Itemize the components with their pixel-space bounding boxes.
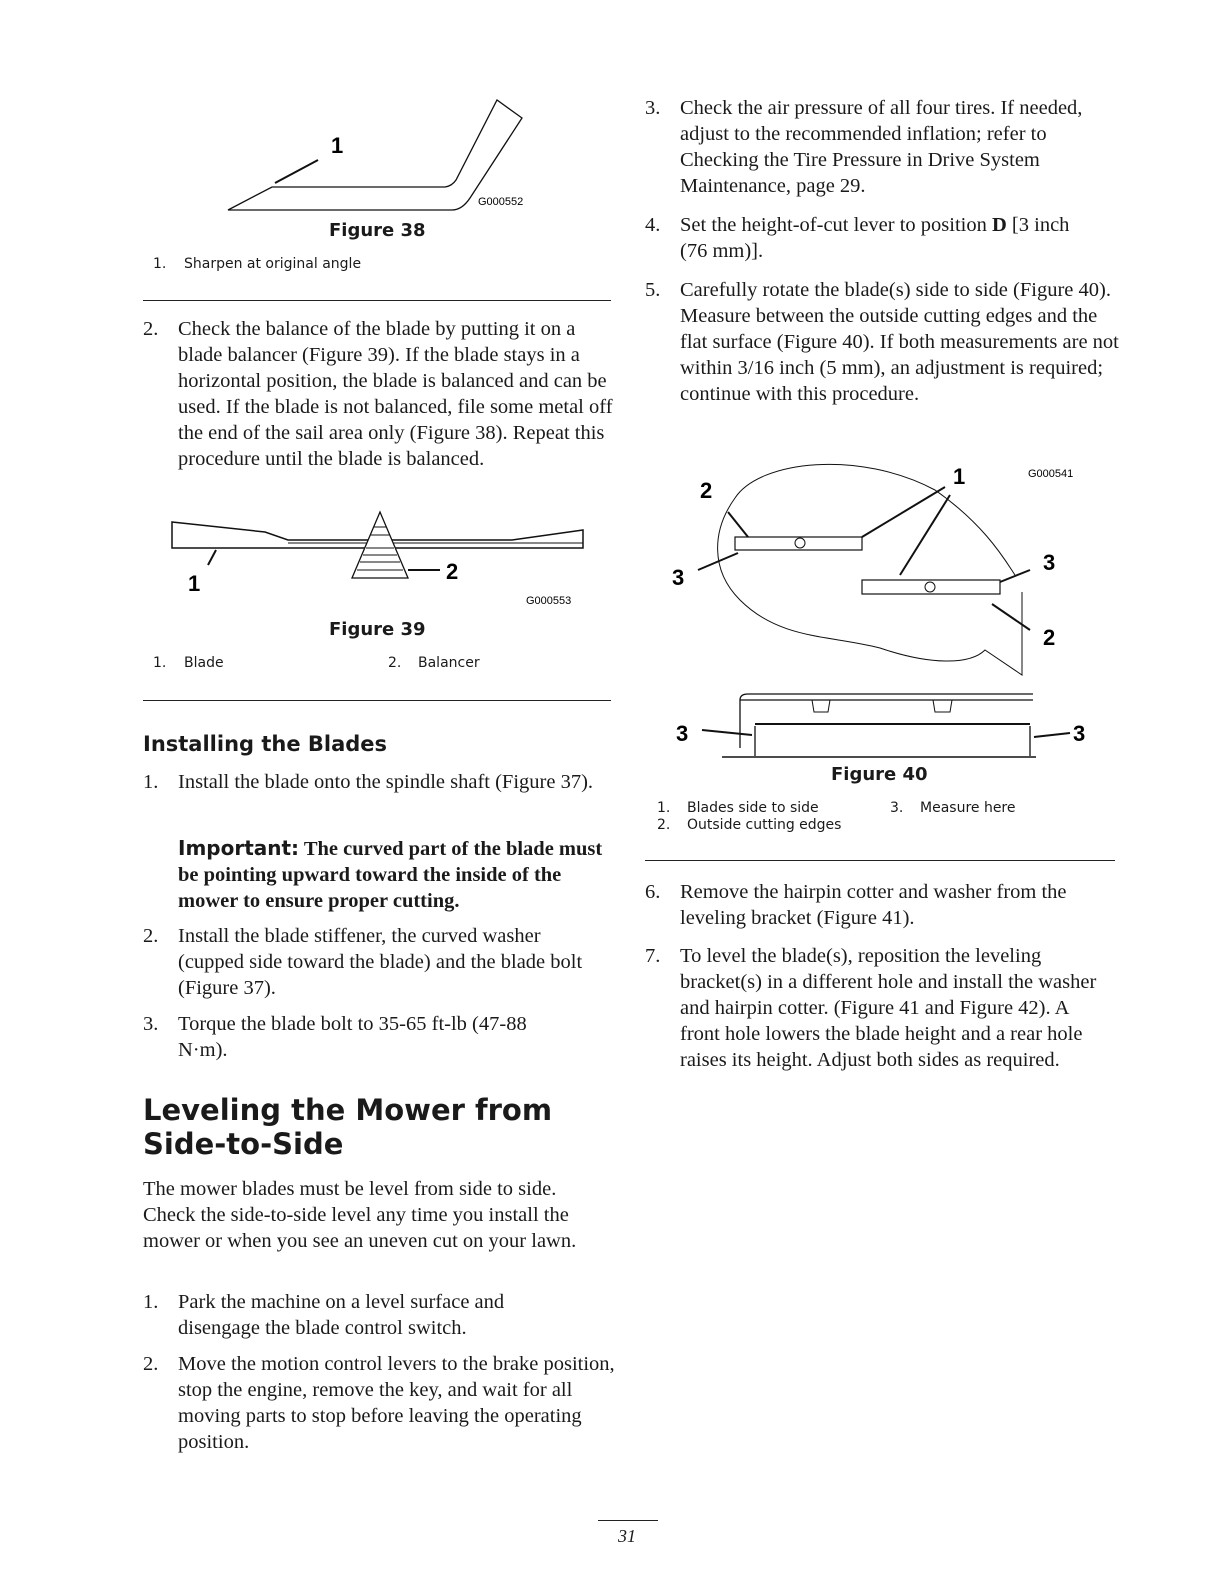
important-label: Important: — [178, 836, 300, 860]
fig39-callout-blade: 1 — [188, 571, 201, 596]
important-note — [178, 835, 618, 914]
section-heading-leveling: Leveling the Mower from Side-to-Side — [143, 1093, 553, 1161]
leveling-intro: The mower blades must be level from side to side. Check the side-to-side level any time you install the mower or when you see an uneven cut on your lawn. — [143, 1178, 577, 1252]
divider — [143, 700, 611, 701]
step-text: Install the blade stiffener, the curved washer (cupped side toward the blade) and the blade bolt (Figure 37). — [178, 925, 583, 999]
step-text: Carefully rotate the blade(s) side to side (Figure 40). Measure between the outside cutting edges and the flat surface (Figure 40). If both measurements are not within 3/16 inch (5 mm), an adjustment is required; continue with this procedure. — [680, 279, 1119, 405]
fig38-code: G000552 — [478, 196, 524, 208]
step-text: Remove the hairpin cotter and washer from the leveling bracket (Figure 41). — [680, 881, 1067, 929]
fig40-callout: 3 — [1043, 550, 1056, 575]
step-number: 3. — [645, 97, 661, 119]
step-number: 2. — [143, 1353, 159, 1375]
fig40-legend-num: 2. — [657, 817, 671, 833]
fig40-callout: 2 — [700, 478, 713, 503]
step-number: 2. — [143, 925, 159, 947]
fig39-legend-num: 2. — [388, 655, 402, 671]
fig40-callout: 3 — [676, 721, 689, 746]
fig39-callout-balancer: 2 — [446, 559, 459, 584]
step-number: 1. — [143, 771, 159, 793]
step-text: Torque the blade bolt to 35-65 ft-lb (47-88 N·m). — [178, 1013, 527, 1061]
step-text: To level the blade(s), reposition the leveling bracket(s) in a different hole and install the washer and hairpin cotter. (Figure 41 and Figure 42). A front hole lowers the blade height and a rear hole raises its height. Adjust both sides as required. — [680, 945, 1097, 1071]
fig40-callout: 1 — [953, 464, 966, 489]
fig40-callout: 3 — [672, 565, 685, 590]
figure-39-caption: Figure 39 — [329, 619, 426, 640]
fig40-legend-text: Outside cutting edges — [687, 817, 842, 833]
step-text — [680, 212, 1075, 264]
divider — [645, 860, 1115, 861]
fig40-code: G000541 — [1028, 468, 1074, 480]
fig40-legend-text: Measure here — [920, 800, 1016, 816]
divider — [143, 300, 611, 301]
fig40-callout: 2 — [1043, 625, 1056, 650]
fig40-legend-text: Blades side to side — [687, 800, 819, 816]
step-number: 3. — [143, 1013, 159, 1035]
step-text: Check the balance of the blade by putting it on a blade balancer (Figure 39). If the blade stays in a horizontal position, the blade is balanced and can be used. If the blade is not balanced, file some metal off the end of the sail area only (Figure 38). Repeat this procedure until the blade is balanced. — [178, 318, 613, 470]
fig40-legend-num: 3. — [890, 800, 904, 816]
step-text-part: Set the height-of-cut lever to position — [680, 214, 992, 236]
step-number: 6. — [645, 881, 661, 903]
fig38-legend-text: Sharpen at original angle — [184, 256, 362, 272]
fig38-callout: 1 — [331, 133, 344, 158]
fig40-legend-num: 1. — [657, 800, 671, 816]
fig39-legend-text: Balancer — [418, 655, 480, 671]
footer-rule — [598, 1520, 658, 1521]
fig40-callout: 3 — [1073, 721, 1086, 746]
step-text: Check the air pressure of all four tires. If needed, adjust to the recommended inflation; refer to Checking the Tire Pressure in Drive System Maintenance, page 29. — [680, 97, 1083, 197]
fig38-legend-num: 1. — [153, 256, 167, 272]
fig39-legend-text: Blade — [184, 655, 224, 671]
step-text-part: [3 inch (76 mm)]. — [680, 214, 1070, 262]
step-number: 4. — [645, 214, 661, 236]
step-number: 1. — [143, 1291, 159, 1313]
step-text: Move the motion control levers to the brake position, stop the engine, remove the key, and wait for all moving parts to stop before leaving the operating position. — [178, 1353, 615, 1453]
section-heading-installing: Installing the Blades — [143, 732, 388, 756]
step-number: 7. — [645, 945, 661, 967]
step-text: Park the machine on a level surface and disengage the blade control switch. — [178, 1291, 505, 1339]
step-number: 5. — [645, 279, 661, 301]
figure-38-caption: Figure 38 — [329, 220, 426, 241]
position-letter: D — [991, 214, 1007, 236]
step-text: Install the blade onto the spindle shaft (Figure 37). — [178, 771, 594, 793]
important-text: The curved part of the blade must be pointing upward toward the inside of the mower to ensure proper cutting. — [178, 838, 603, 912]
fig39-legend-num: 1. — [153, 655, 167, 671]
page-number: 31 — [618, 1526, 636, 1546]
step-number: 2. — [143, 318, 159, 340]
figure-40-caption: Figure 40 — [831, 764, 928, 785]
fig39-code: G000553 — [526, 595, 572, 607]
